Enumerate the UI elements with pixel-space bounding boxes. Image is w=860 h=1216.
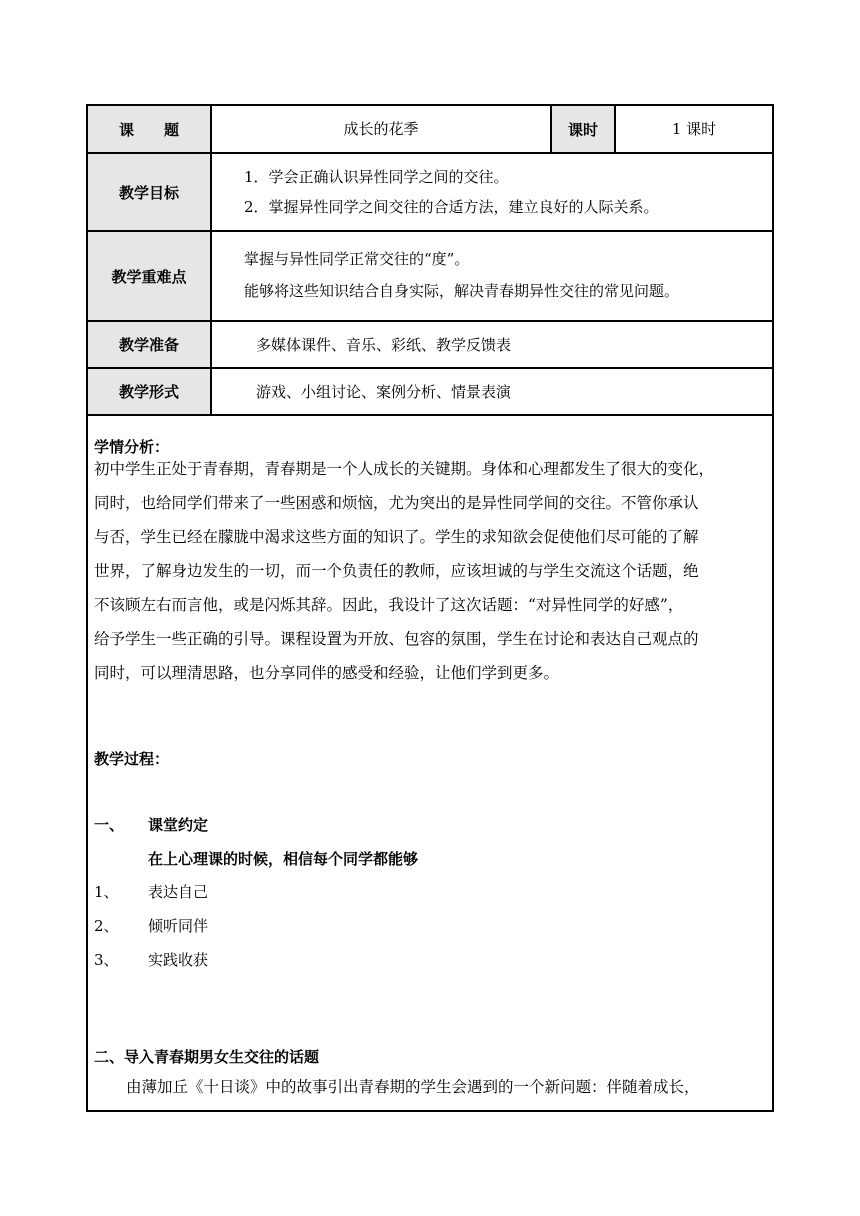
goals-cell [212,154,772,230]
analysis-paragraph [94,452,714,690]
analysis-line: 不该顾左右而言他，或是闪烁其辞。因此，我设计了这次话题：“对异性同学的好感”， [94,596,684,614]
goals-label: 教学目标 [88,154,212,230]
analysis-title: 学情分析： [94,438,170,456]
analysis-line: 世界，了解身边发生的一切，而一个负责任的教师，应该坦诚的与学生交流这个话题，绝 [94,562,699,580]
lesson-plan-sheet [86,104,774,1112]
analysis-line: 与否，学生已经在朦胧中渴求这些方面的知识了。学生的求知欲会促使他们尽可能的了解 [94,528,699,546]
prep-value: 多媒体课件、音乐、彩纸、教学反馈表 [256,335,512,354]
keypoint-item: 能够将这些知识结合自身实际，解决青春期异性交往的常见问题。 [244,282,680,300]
analysis-line: 同时，也给同学们带来了一些困惑和烦恼，尤为突出的是异性同学间的交往。不管你承认 [94,494,699,512]
agreement-number: 2、 [94,917,119,935]
analysis-line: 给予学生一些正确的引导。课程设置为开放、包容的氛围，学生在讨论和表达自己观点的 [94,630,699,648]
analysis-line: 初中学生正处于青春期，青春期是一个人成长的关键期。身体和心理都发生了很大的变化， [94,460,715,478]
form-label: 教学形式 [88,369,212,414]
goal-item: 1．学会正确认识异性同学之间的交往。 [244,168,509,186]
topic-label: 课 题 [88,106,212,152]
section2-line: 由薄加丘《十日谈》中的故事引出青春期的学生会遇到的一个新问题：伴随着成长， [126,1078,700,1096]
keypoints-row [88,232,772,322]
topic-value: 成长的花季 [212,106,552,152]
topic-row [88,106,772,154]
period-value: 1 课时 [671,120,717,138]
section1-title: 课堂约定 [148,816,209,834]
prep-label: 教学准备 [88,322,212,367]
keypoints-label: 教学重难点 [88,232,212,320]
period-label: 课时 [552,106,616,152]
section1-number: 一、 [94,816,125,834]
keypoints-cell [212,232,772,320]
process-title: 教学过程： [94,750,170,768]
keypoint-item: 掌握与异性同学正常交往的“度”。 [244,250,470,268]
goals-row [88,154,772,232]
agreement-text: 实践收获 [148,951,209,969]
section2-title: 二、导入青春期男女生交往的话题 [94,1048,320,1066]
section1-subtitle: 在上心理课的时候，相信每个同学都能够 [148,850,419,868]
analysis-line: 同时，可以理清思路，也分享同伴的感受和经验，让他们学到更多。 [94,664,560,682]
agreement-text: 表达自己 [148,883,209,901]
form-row [88,369,772,416]
agreement-number: 1、 [94,883,119,901]
agreement-text: 倾听同伴 [148,917,209,935]
agreement-number: 3、 [94,951,119,969]
form-value: 游戏、小组讨论、案例分析、情景表演 [256,382,512,401]
goal-item: 2．掌握异性同学之间交往的合适方法，建立良好的人际关系。 [244,198,659,216]
prep-row [88,322,772,369]
